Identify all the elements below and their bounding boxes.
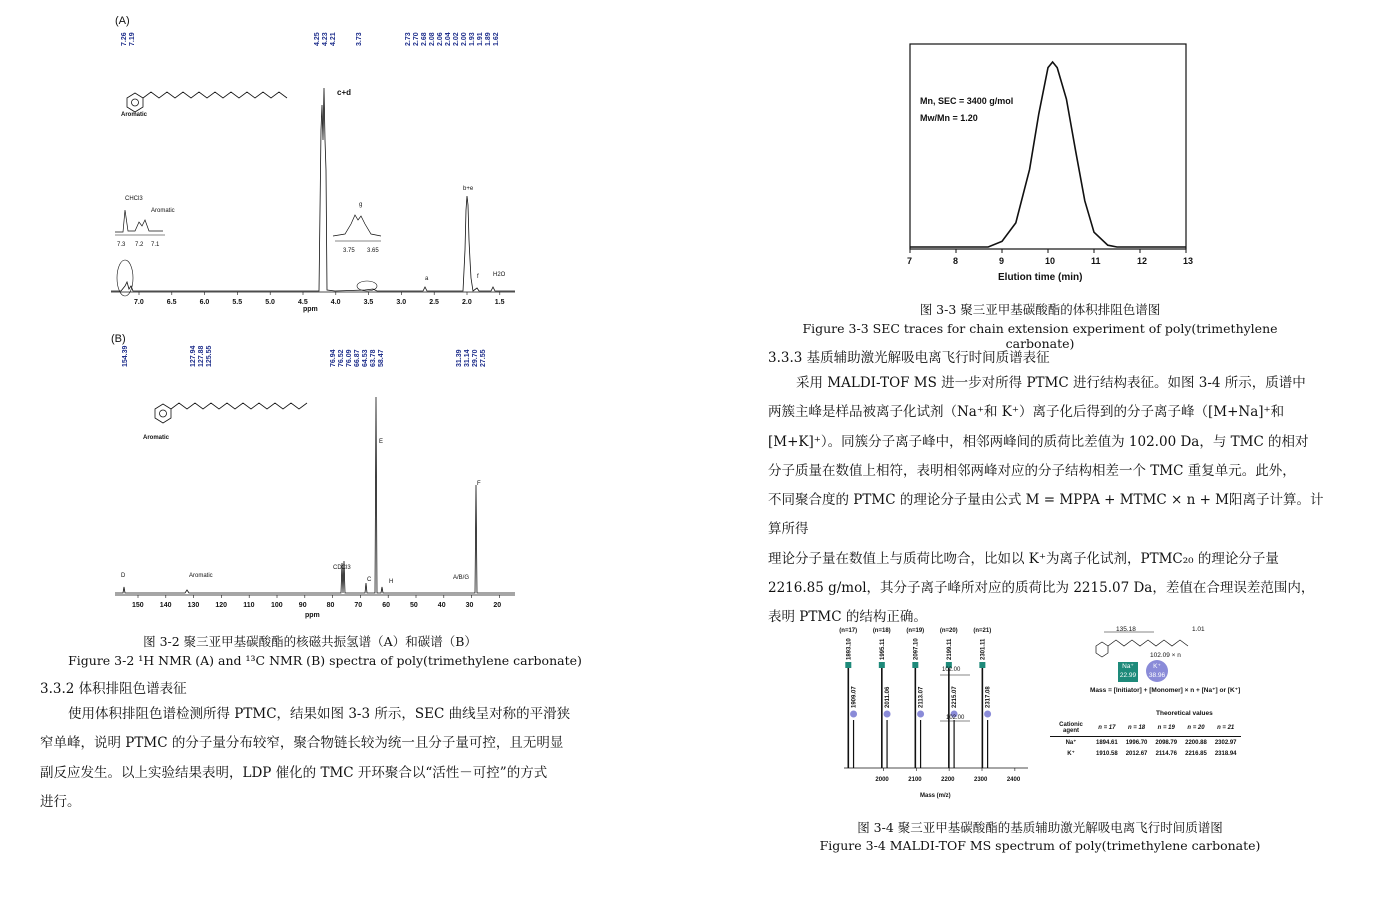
- sec-x-tick-label: 13: [1183, 256, 1194, 266]
- k-peak-label: 2011.06: [885, 686, 892, 708]
- table-cell: n = 19: [1151, 720, 1181, 737]
- diff-label-1: 102.00: [942, 667, 961, 673]
- h-peak-label: 4.21: [330, 32, 337, 46]
- table-cell: 2302.97: [1214, 739, 1237, 746]
- k-marker: [984, 711, 991, 718]
- struct-mass-3: 102.09 × n: [1150, 652, 1181, 659]
- h-peak-label: 2.06: [437, 32, 444, 46]
- h-axis-tick-label: 4.0: [330, 299, 341, 306]
- c-axis-tick-label: 80: [326, 602, 335, 609]
- na-peak-label: 1995.11: [879, 638, 886, 660]
- c-axis-tick-label: 110: [243, 602, 255, 609]
- peak-label-ABG: A/B/G: [453, 575, 470, 581]
- sec-x-tick-label: 7: [907, 256, 913, 266]
- h-axis-tick-label: 3.5: [363, 299, 374, 306]
- h-peak-label: 4.25: [314, 32, 321, 46]
- fig2-caption-en: Figure 3-2 ¹H NMR (A) and ¹³C NMR (B) spectra of poly(trimethylene carbonate): [68, 653, 582, 668]
- fig4-caption-cn: 图 3-4 聚三亚甲基碳酸酯的基质辅助激光解吸电离飞行时间质谱图: [857, 820, 1223, 835]
- g-label: g: [359, 202, 363, 208]
- k-marker: [917, 711, 924, 718]
- sec-x-ticks: [907, 249, 1193, 266]
- h-peak-label: 2.04: [445, 32, 452, 46]
- ms-x-tick-label: 2400: [1006, 777, 1021, 783]
- peak-label-D: D: [121, 573, 126, 579]
- h-axis-tick-label: 6.5: [166, 299, 177, 306]
- inset1-tick: 7.2: [135, 242, 144, 248]
- peak-label-be: b+e: [463, 186, 474, 192]
- ms-peaks: [839, 628, 991, 768]
- aromatic-inset-label: Aromatic: [151, 208, 175, 214]
- peak-label-H: H: [389, 579, 394, 585]
- h-peak-label: 4.23: [322, 32, 329, 46]
- c-axis-tick-label: 100: [271, 602, 283, 609]
- section-333-body: [768, 369, 1328, 633]
- sec-curve: [910, 62, 1186, 247]
- h-spectrum-trace: [111, 88, 515, 291]
- ms-x-ticks: [875, 768, 1020, 783]
- table-cell: 2318.94: [1214, 750, 1237, 757]
- mass-formula: Mass = [Initiator] + [Monomer] × n + [Na⁺] or [K⁺]: [1090, 687, 1241, 694]
- n-label: (n=18): [872, 628, 891, 634]
- structure-a: [127, 92, 287, 112]
- c-axis-tick-label: 120: [215, 602, 228, 609]
- sec-x-tick-label: 12: [1137, 256, 1148, 266]
- fig4-caption-en: Figure 3-4 MALDI-TOF MS spectrum of poly(trimethylene carbonate): [819, 838, 1261, 853]
- peak-label-E: E: [379, 439, 384, 445]
- c-peak-label: 125.55: [206, 345, 213, 367]
- inset1-tick: 7.1: [151, 242, 160, 248]
- c-peak-label: 63.78: [370, 349, 377, 367]
- c-axis-tick-label: 130: [187, 602, 200, 609]
- k-peak-label: 2113.07: [918, 686, 925, 708]
- c-peak-label: 154.39: [122, 345, 129, 367]
- h-peak-label: 2.70: [413, 32, 420, 46]
- na-badge: Na⁺ 22.99: [1118, 662, 1138, 682]
- h-peak-label: 1.89: [485, 32, 492, 46]
- plot-frame: [910, 44, 1186, 249]
- peak-label-a: a: [425, 276, 429, 282]
- peak-label-F: F: [477, 481, 481, 487]
- c-peak-label: 76.94: [330, 349, 337, 367]
- nmr-13c-spectrum: [105, 325, 525, 625]
- ms-x-tick-label: 2300: [974, 777, 988, 783]
- c-axis-tick-label: 20: [493, 602, 502, 609]
- para-line: 表明 PTMC 的结构正确。: [768, 609, 927, 626]
- panel-a-label: (A): [115, 15, 130, 27]
- sec-x-tick-label: 8: [953, 256, 959, 266]
- n-label: (n=19): [906, 628, 925, 634]
- h-peak-label: 1.91: [477, 32, 484, 46]
- h-peak-label: 2.08: [429, 32, 436, 46]
- h-axis-tick-label: 5.0: [265, 299, 275, 306]
- c-axis-tick-label: 150: [132, 602, 144, 609]
- table-cell: Cationic agent: [1050, 720, 1092, 737]
- h-axis-tick-label: 5.5: [232, 299, 243, 306]
- c-axis-tick-label: 50: [410, 602, 418, 609]
- para-line: 采用 MALDI-TOF MS 进一步对所得 PTMC 进行结构表征。如图 3-4 所示，质谱中: [796, 375, 1306, 391]
- h-axis-tick-label: 1.5: [494, 299, 505, 306]
- inset-g: [333, 202, 381, 291]
- h-axis-tick-label: 7.0: [134, 299, 144, 306]
- h-axis-tick-label: 4.5: [298, 299, 308, 306]
- h-peak-labels: [121, 32, 500, 46]
- fig3-caption-cn: 图 3-3 聚三亚甲基碳酸酯的体积排阻色谱图: [919, 302, 1161, 317]
- table-cell: 2098.79: [1155, 739, 1178, 746]
- k-peak-label: 1909.07: [851, 686, 858, 708]
- c-peak-label: 127.94: [190, 345, 197, 367]
- h-peak-label: 1.93: [469, 32, 476, 46]
- c-peak-label: 66.87: [354, 349, 361, 367]
- table-cell: 1910.58: [1096, 750, 1118, 757]
- ms-x-tick-label: 2000: [875, 777, 889, 783]
- h-axis-label: ppm: [303, 306, 318, 313]
- maldi-inset: [1059, 624, 1330, 784]
- section-333-heading: 3.3.3 基质辅助激光解吸电离飞行时间质谱表征: [768, 350, 1050, 366]
- table-cell: K⁺: [1067, 751, 1075, 757]
- table-cell: 1996.70: [1125, 739, 1148, 746]
- table-cell: 2012.67: [1125, 750, 1148, 757]
- para-line: 两簇主峰是样品被离子化试剂（Na⁺和 K⁺）离子化后得到的分子离子峰（[M+Na]⁺和: [768, 404, 1285, 421]
- para-line: 分子质量在数值上相符，表明相邻两峰对应的分子结构相差一个 TMC 重复单元。此外，: [768, 462, 1296, 479]
- sec-x-tick-label: 10: [1045, 256, 1056, 266]
- para-line: 2216.85 g/mol，其分子离子峰所对应的质荷比为 2215.07 Da，差值在合理误差范围内，: [768, 580, 1315, 597]
- table-cell: n = 18: [1122, 720, 1152, 737]
- para-line: 不同聚合度的 PTMC 的理论分子量由公式 M = MPPA + MTMC × n + M阳离子计算。计算所得: [768, 492, 1324, 538]
- h-peak-label: 3.73: [356, 32, 363, 46]
- table-row: [1050, 748, 1241, 759]
- c-peak-label: 76.09: [346, 349, 353, 367]
- h-peak-label: 7.26: [121, 32, 128, 46]
- structure-b: [155, 403, 307, 423]
- table-cell: 2114.76: [1155, 750, 1177, 757]
- table-row: [1050, 737, 1241, 749]
- k-peak-label: 2317.08: [985, 686, 992, 708]
- peak-label-cdcl3: CDCl3: [333, 565, 351, 571]
- table-cell: n = 21: [1211, 720, 1241, 737]
- aromatic-label-a: Aromatic: [121, 112, 148, 118]
- ms-x-label: Mass (m/z): [920, 793, 951, 799]
- fig3-caption-en: Figure 3-3 SEC traces for chain extension experiment of poly(trimethylene carbonate): [802, 321, 1278, 351]
- k-peak-label: 2215.07: [952, 686, 959, 708]
- c-peak-label: 127.88: [198, 345, 205, 367]
- panel-b-label: (B): [111, 333, 126, 345]
- c-peak-label: 64.53: [362, 349, 369, 367]
- sec-x-tick-label: 9: [999, 256, 1005, 266]
- c-peak-label: 31.39: [456, 349, 463, 367]
- table-cell: 2216.85: [1185, 750, 1207, 757]
- para-line: 理论分子量在数值上与质荷比吻合，比如以 K⁺为离子化试剂，PTMC₂₀ 的理论分子量: [768, 550, 1279, 567]
- c-peak-labels: [122, 345, 487, 367]
- peak-label-C: C: [367, 577, 372, 583]
- c-axis-ticks: [132, 595, 501, 609]
- struct-mass-2: 1.01: [1192, 626, 1205, 633]
- h-axis-tick-label: 2.0: [462, 299, 472, 306]
- inset2-tick: 3.65: [367, 248, 379, 254]
- sec-x-tick-label: 11: [1091, 256, 1101, 266]
- table-cell: 2200.88: [1185, 739, 1207, 746]
- theoretical-table: [1050, 720, 1241, 759]
- k-marker: [850, 711, 857, 718]
- h-peak-label: 2.00: [461, 32, 468, 46]
- struct-mass-1: 135.18: [1116, 626, 1136, 633]
- table-cell: 1894.61: [1096, 739, 1118, 746]
- c-axis-label: ppm: [305, 612, 320, 619]
- c-axis-tick-label: 40: [437, 602, 446, 609]
- k-badge: K⁺ 38.96: [1146, 660, 1168, 682]
- table-cell: Na⁺: [1065, 740, 1077, 746]
- k-marker: [884, 711, 891, 718]
- peak-label-h2o: H2O: [493, 272, 506, 278]
- peak-label-cd: c+d: [337, 88, 352, 97]
- maldi-spectrum: [838, 620, 1048, 805]
- c-peak-label: 58.47: [378, 349, 385, 367]
- na-marker: [912, 662, 918, 668]
- para-line: 窄单峰，说明 PTMC 的分子量分布较窄，聚合物链长较为统一且分子量可控，且无明显: [40, 735, 564, 752]
- h-peak-label: 2.02: [453, 32, 460, 46]
- c-peak-label: 31.14: [464, 349, 471, 367]
- table-cell: n = 17: [1092, 720, 1122, 737]
- h-axis-tick-label: 3.0: [396, 299, 407, 306]
- n-label: (n=20): [939, 628, 958, 634]
- c-peak-label: 29.70: [472, 349, 479, 367]
- table-cell: n = 20: [1181, 720, 1211, 737]
- na-peak-label: 1893.10: [846, 638, 853, 660]
- fig2-caption-cn: 图 3-2 聚三亚甲基碳酸酯的核磁共振氢谱（A）和碳谱（B）: [143, 634, 477, 649]
- h-peak-label: 1.62: [493, 32, 500, 46]
- c-axis-tick-label: 60: [382, 602, 390, 609]
- n-label: (n=21): [973, 628, 992, 634]
- h-axis-tick-label: 6.0: [199, 299, 210, 306]
- h-peak-label: 7.19: [129, 32, 136, 46]
- n-label: (n=17): [839, 628, 858, 634]
- na-marker: [845, 662, 851, 668]
- section-332-body: [40, 700, 590, 817]
- c-axis-tick-label: 90: [298, 602, 307, 609]
- c-peak-label: 76.52: [338, 349, 345, 367]
- aromatic-label-b: Aromatic: [143, 435, 170, 441]
- diff-label-2: 102.00: [946, 715, 965, 721]
- chcl3-label: CHCl3: [125, 196, 143, 202]
- mn-annotation: Mn, SEC = 3400 g/mol: [920, 96, 1014, 106]
- inset-aromatic: [115, 196, 175, 296]
- c-axis-tick-label: 30: [465, 602, 474, 609]
- sec-x-label: Elution time (min): [998, 272, 1083, 283]
- para-line: [M+K]⁺）。同簇分子离子峰中，相邻两峰间的质荷比差值为 102.00 Da，与 TMC 的相对: [768, 433, 1309, 450]
- inset1-tick: 7.3: [117, 242, 126, 248]
- h-axis-tick-label: 2.5: [429, 299, 439, 306]
- para-line: 副反应发生。以上实验结果表明，LDP 催化的 TMC 开环聚合以“活性－可控”的方式: [40, 764, 548, 781]
- h-peak-label: 2.68: [421, 32, 428, 46]
- sec-chart: [840, 18, 1240, 298]
- c-peak-label: 27.55: [480, 349, 487, 367]
- table-title: Theoretical values: [1156, 710, 1213, 717]
- c-axis-tick-label: 140: [159, 602, 172, 609]
- table-row: [1050, 720, 1241, 737]
- na-peak-label: 2199.11: [946, 638, 953, 660]
- na-marker: [879, 662, 885, 668]
- peak-label-f: f: [477, 274, 479, 280]
- inset2-tick: 3.75: [343, 248, 355, 254]
- para-line: 使用体积排阻色谱检测所得 PTMC，结果如图 3-3 所示，SEC 曲线呈对称的平滑狭: [68, 706, 571, 722]
- na-marker: [979, 662, 985, 668]
- na-peak-label: 2301.11: [980, 638, 987, 660]
- h-axis-ticks: [134, 292, 505, 306]
- h-peak-label: 2.73: [405, 32, 412, 46]
- c-axis-tick-label: 70: [354, 602, 363, 609]
- na-peak-label: 2097.10: [913, 638, 920, 660]
- para-line: 进行。: [40, 793, 81, 810]
- nmr-1h-spectrum: [105, 10, 525, 320]
- ms-x-tick-label: 2200: [941, 777, 955, 783]
- pdi-annotation: Mw/Mn = 1.20: [920, 113, 978, 123]
- section-332-heading: 3.3.2 体积排阻色谱表征: [40, 681, 187, 697]
- peak-label-aromatic: Aromatic: [189, 573, 213, 579]
- ms-x-tick-label: 2100: [908, 777, 922, 783]
- c-spectrum-trace: [115, 397, 515, 593]
